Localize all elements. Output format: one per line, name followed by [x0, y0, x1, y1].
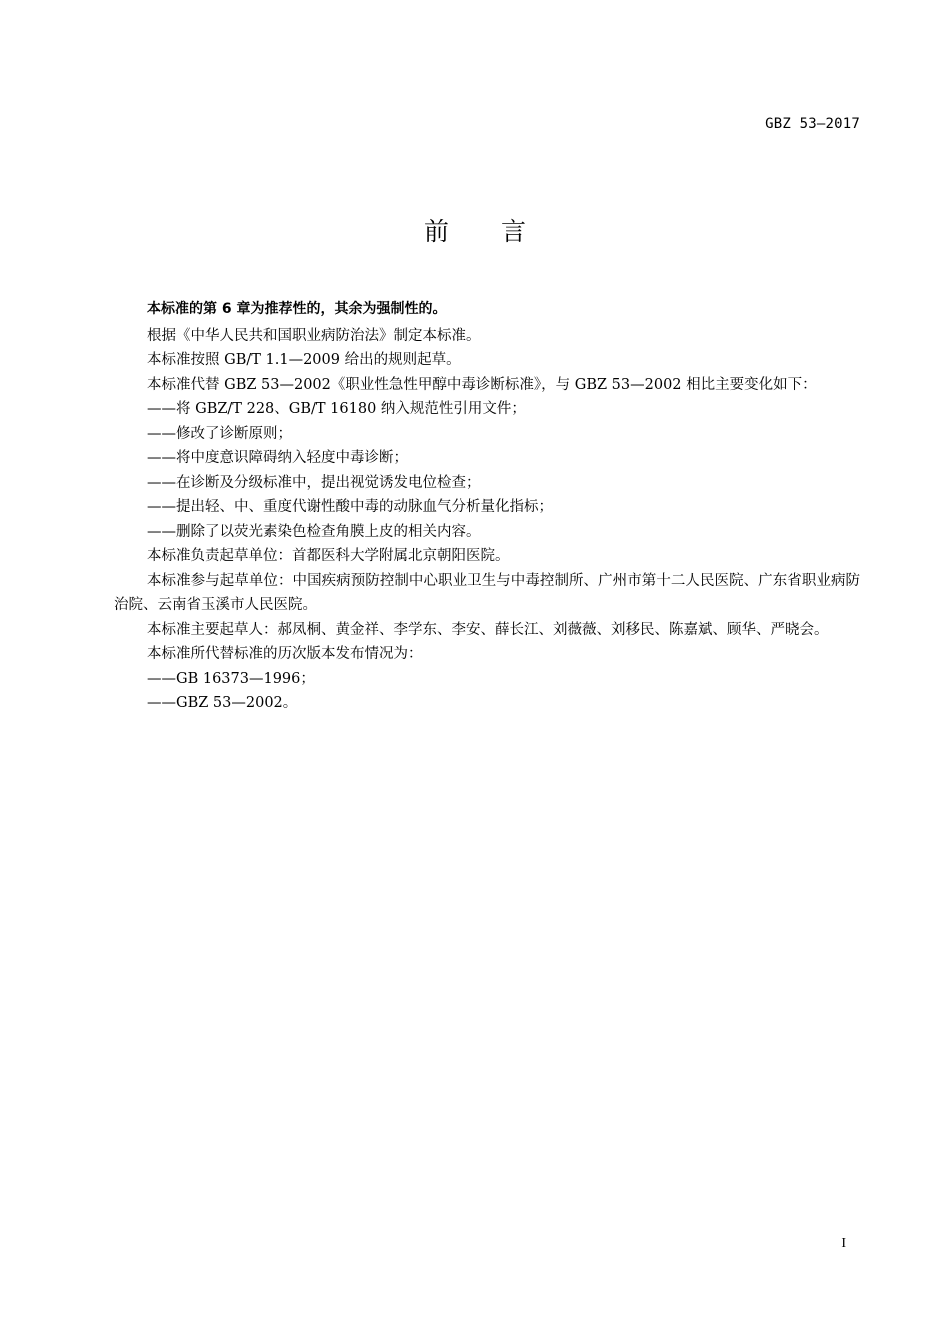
- changes-list: [114, 397, 860, 544]
- list-item: ——GB 16373—1996；: [147, 670, 315, 687]
- paragraph-drafting-rules: 本标准按照 GB/T 1.1—2009 给出的规则起草。: [147, 352, 461, 368]
- list-item: ——修改了诊断原则；: [147, 425, 292, 442]
- paragraph-normative-note: 本标准的第 6 章为推荐性的，其余为强制性的。: [147, 301, 447, 317]
- page-number: I: [841, 1236, 846, 1251]
- foreword-body: [114, 297, 860, 716]
- paragraph-history-intro: 本标准所代替标准的历次版本发布情况为：: [147, 646, 423, 662]
- paragraph-lead-unit: 本标准负责起草单位：首都医科大学附属北京朝阳医院。: [147, 548, 510, 564]
- list-item: ——在诊断及分级标准中，提出视觉诱发电位检查；: [147, 474, 481, 491]
- list-item: ——删除了以荧光素染色检查角膜上皮的相关内容。: [147, 523, 481, 540]
- page-title: 前言: [423, 217, 578, 246]
- paragraph-participating-units: 本标准参与起草单位：中国疾病预防控制中心职业卫生与中毒控制所、广州市第十二人民医院、广东省职业病防治院、云南省玉溪市人民医院。: [114, 572, 860, 613]
- paragraph-main-drafters: 本标准主要起草人：郝凤桐、黄金祥、李学东、李安、薛长江、刘薇薇、刘移民、陈嘉斌、顾华、严晓会。: [147, 621, 829, 638]
- history-list: [114, 667, 860, 716]
- list-item: ——提出轻、中、重度代谢性酸中毒的动脉血气分析量化指标；: [147, 499, 553, 515]
- list-item: ——将中度意识障碍纳入轻度中毒诊断；: [147, 450, 408, 466]
- standard-code: GBZ 53—2017: [765, 116, 860, 132]
- paragraph-legal-basis: 根据《中华人民共和国职业病防治法》制定本标准。: [147, 327, 481, 344]
- paragraph-replacement: 本标准代替 GBZ 53—2002《职业性急性甲醇中毒诊断标准》，与 GBZ 53—2002 相比主要变化如下：: [147, 376, 817, 393]
- list-item: ——将 GBZ/T 228、GB/T 16180 纳入规范性引用文件；: [147, 401, 526, 417]
- list-item: ——GBZ 53—2002。: [147, 695, 298, 711]
